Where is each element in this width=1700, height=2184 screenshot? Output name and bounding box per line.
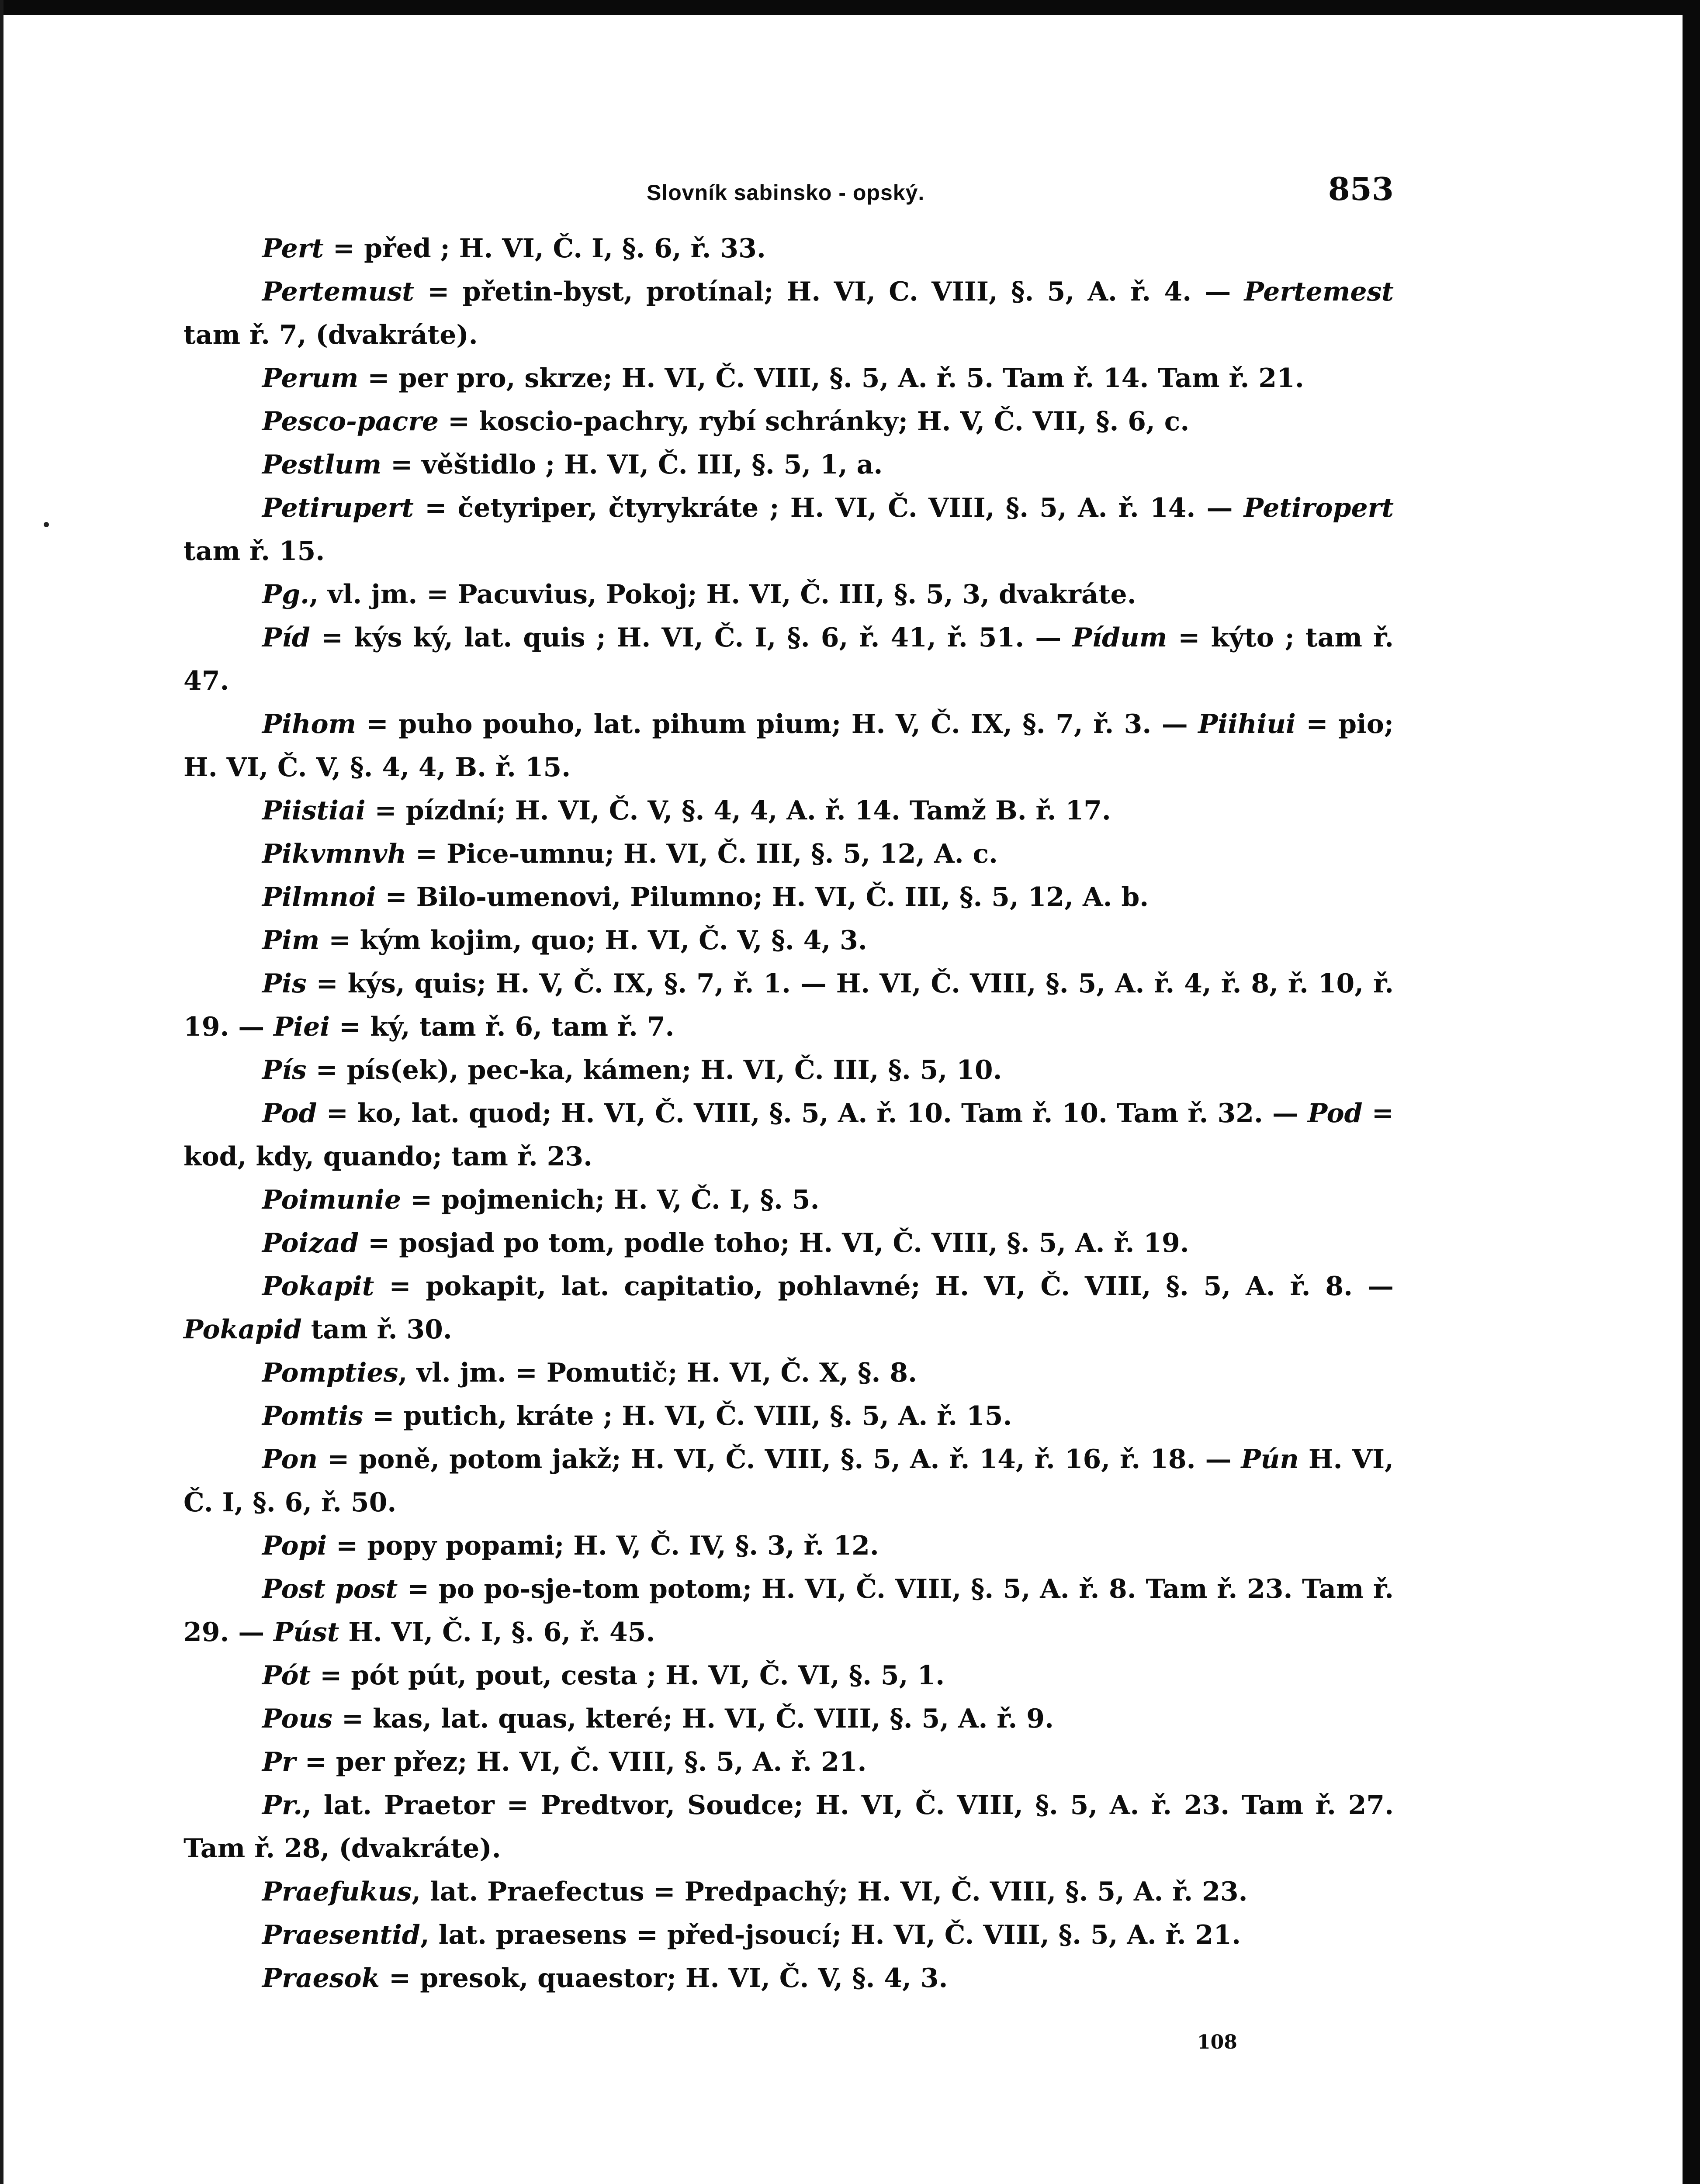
entry-term: Pihom	[262, 709, 357, 740]
entry-definition: = pót pút, pout, cesta ; H. VI, Č. VI, §. 5, 1.	[311, 1660, 945, 1691]
dictionary-entry	[184, 357, 1394, 400]
ink-speck	[44, 522, 49, 527]
entry-definition: = Pice-umnu; H. VI, Č. III, §. 5, 12, A. c.	[406, 839, 998, 869]
entry-term: Pert	[262, 233, 324, 264]
entry-variant-definition: = kýto ; tam ř. 47.	[184, 622, 1394, 696]
dictionary-entry	[184, 1438, 1394, 1524]
entry-term: Pr	[262, 1747, 296, 1777]
entry-variant-term: Piihiui	[1198, 709, 1296, 740]
dictionary-entry	[184, 703, 1394, 789]
entry-definition: = pojmenich; H. V, Č. I, §. 5.	[401, 1185, 820, 1215]
dictionary-entry	[184, 789, 1394, 833]
entry-variant-definition: H. VI, Č. I, §. 6, ř. 50.	[184, 1444, 1394, 1518]
entry-definition: , vl. jm. = Pomutič; H. VI, Č. X, §. 8.	[398, 1358, 917, 1388]
dictionary-entry	[184, 1870, 1394, 1914]
dictionary-entry	[184, 1265, 1394, 1351]
entry-term: Praefukus	[262, 1876, 412, 1907]
entry-term: Post post	[262, 1574, 398, 1604]
entry-term: Pr.	[262, 1790, 303, 1821]
entry-term: Praesok	[262, 1963, 380, 1994]
dictionary-entry	[184, 270, 1394, 357]
entry-variant-term: Petiropert	[1243, 493, 1394, 523]
dictionary-entry	[184, 1784, 1394, 1870]
entry-variant-definition: tam ř. 7, (dvakráte).	[184, 320, 478, 350]
dictionary-entry	[184, 227, 1394, 270]
dictionary-entries	[184, 227, 1394, 2000]
dictionary-entry	[184, 443, 1394, 487]
entry-definition: = puho pouho, lat. pihum pium; H. V, Č. IX, §. 7, ř. 3. —	[356, 709, 1198, 740]
entry-term: Pompties	[262, 1358, 398, 1388]
entry-definition: = posjad po tom, podle toho; H. VI, Č. VIII, §. 5, A. ř. 19.	[359, 1228, 1189, 1258]
entry-definition: = per přez; H. VI, Č. VIII, §. 5, A. ř. 21.	[295, 1747, 867, 1777]
entry-variant-term: Pertemest	[1244, 276, 1394, 307]
entry-definition: = kým kojim, quo; H. VI, Č. V, §. 4, 3.	[319, 925, 867, 956]
entry-term: Pod	[262, 1098, 317, 1129]
dictionary-entry	[184, 1395, 1394, 1438]
entry-variant-term: Piei	[274, 1012, 330, 1042]
entry-variant-term: Pokapid	[184, 1314, 302, 1345]
entry-definition: , lat. Praetor = Predtvor, Soudce; H. VI, Č. VIII, §. 5, A. ř. 23. Tam ř. 27. Tam ř. 28, (dvakráte).	[184, 1790, 1394, 1864]
entry-definition: = kas, lat. quas, které; H. VI, Č. VIII, §. 5, A. ř. 9.	[332, 1704, 1054, 1734]
dictionary-entry	[184, 1741, 1394, 1784]
dictionary-entry	[184, 1351, 1394, 1395]
dictionary-entry	[184, 1654, 1394, 1697]
entry-term: Pestlum	[262, 449, 382, 480]
dictionary-entry	[184, 962, 1394, 1049]
entry-term: Poizad	[262, 1228, 359, 1258]
entry-definition: , lat. praesens = před-jsoucí; H. VI, Č. VIII, §. 5, A. ř. 21.	[420, 1920, 1241, 1950]
dictionary-entry	[184, 919, 1394, 962]
entry-term: Popi	[262, 1531, 327, 1561]
entry-term: Pót	[262, 1660, 311, 1691]
dictionary-entry	[184, 400, 1394, 443]
dictionary-entry	[184, 1049, 1394, 1092]
entry-definition: = věštidlo ; H. VI, Č. III, §. 5, 1, a.	[381, 449, 883, 480]
entry-variant-term: Pídum	[1072, 622, 1167, 653]
entry-variant-term: Pod	[1308, 1098, 1363, 1129]
entry-definition: = koscio-pachry, rybí schránky; H. V, Č. VII, §. 6, c.	[439, 406, 1190, 437]
entry-definition: , lat. Praefectus = Predpachý; H. VI, Č. VIII, §. 5, A. ř. 23.	[412, 1876, 1248, 1907]
dictionary-entry	[184, 1957, 1394, 2000]
dictionary-entry	[184, 487, 1394, 573]
dictionary-entry	[184, 1914, 1394, 1957]
scan-border-left	[0, 0, 3, 2184]
page-header	[184, 170, 1394, 218]
entry-term: Pesco-pacre	[262, 406, 439, 437]
entry-variant-definition: = ký, tam ř. 6, tam ř. 7.	[330, 1012, 675, 1042]
entry-definition: = přetin-byst, protínal; H. VI, C. VIII, §. 5, A. ř. 4. —	[414, 276, 1244, 307]
dictionary-entry	[184, 1568, 1394, 1654]
entry-definition: = četyriper, čtyrykráte ; H. VI, Č. VIII, §. 5, A. ř. 14. —	[413, 493, 1244, 523]
dictionary-entry	[184, 1697, 1394, 1741]
dictionary-entry	[184, 1222, 1394, 1265]
entry-term: Pokapit	[262, 1271, 374, 1302]
dictionary-entry	[184, 616, 1394, 703]
entry-definition: = před ; H. VI, Č. I, §. 6, ř. 33.	[324, 233, 766, 264]
entry-definition: = Bilo-umenovi, Pilumno; H. VI, Č. III, §. 5, 12, A. b.	[376, 882, 1149, 912]
dictionary-entry	[184, 1092, 1394, 1178]
entry-term: Pikvmnvh	[262, 839, 406, 869]
entry-variant-term: Pún	[1241, 1444, 1299, 1475]
entry-variant-term: Púst	[274, 1617, 339, 1648]
entry-variant-definition: H. VI, Č. I, §. 6, ř. 45.	[339, 1617, 655, 1648]
dictionary-entry	[184, 833, 1394, 876]
scan-border-right	[1683, 0, 1700, 2184]
page-number: 853	[1328, 170, 1394, 207]
entry-definition: = kýs, quis; H. V, Č. IX, §. 7, ř. 1. — H. VI, Č. VIII, §. 5, A. ř. 4, ř. 8, ř. 10, ř. 19. —	[184, 968, 1394, 1042]
entry-term: Petirupert	[262, 493, 414, 523]
running-title: Slovník sabinsko - opský.	[647, 180, 925, 205]
entry-definition: = presok, quaestor; H. VI, Č. V, §. 4, 3.	[380, 1963, 948, 1994]
entry-variant-definition: = pio; H. VI, Č. V, §. 4, 4, B. ř. 15.	[184, 709, 1394, 783]
entry-term: Pís	[262, 1055, 307, 1085]
dictionary-entry	[184, 1524, 1394, 1568]
entry-term: Pon	[262, 1444, 318, 1475]
entry-definition: = pízdní; H. VI, Č. V, §. 4, 4, A. ř. 14. Tamž B. ř. 17.	[365, 795, 1111, 826]
entry-definition: = pís(ek), pec-ka, kámen; H. VI, Č. III, §. 5, 10.	[306, 1055, 1002, 1085]
entry-term: Pertemust	[262, 276, 414, 307]
entry-term: Piistiai	[262, 795, 366, 826]
entry-term: Pilmnoi	[262, 882, 376, 912]
entry-definition: = pokapit, lat. capitatio, pohlavné; H. VI, Č. VIII, §. 5, A. ř. 8. —	[374, 1271, 1394, 1302]
entry-term: Perum	[262, 363, 359, 394]
scan-border-top	[0, 0, 1700, 15]
entry-term: Poimunie	[262, 1185, 402, 1215]
dictionary-entry	[184, 1178, 1394, 1222]
entry-definition: , vl. jm. = Pacuvius, Pokoj; H. VI, Č. III, §. 5, 3, dvakráte.	[309, 579, 1136, 610]
entry-term: Praesentid	[262, 1920, 420, 1950]
signature-mark: 108	[1197, 2031, 1237, 2053]
entry-term: Pous	[262, 1704, 332, 1734]
entry-variant-definition: tam ř. 15.	[184, 536, 325, 567]
entry-term: Pis	[262, 968, 307, 999]
entry-term: Píd	[262, 622, 310, 653]
entry-term: Pg.	[262, 579, 309, 610]
entry-variant-definition: = kod, kdy, quando; tam ř. 23.	[184, 1098, 1394, 1172]
entry-definition: = popy popami; H. V, Č. IV, §. 3, ř. 12.	[327, 1531, 879, 1561]
entry-definition: = putich, kráte ; H. VI, Č. VIII, §. 5, A. ř. 15.	[363, 1401, 1012, 1431]
entry-definition: = kýs ký, lat. quis ; H. VI, Č. I, §. 6, ř. 41, ř. 51. —	[310, 622, 1073, 653]
entry-variant-definition: tam ř. 30.	[301, 1314, 452, 1345]
entry-definition: = poně, potom jakž; H. VI, Č. VIII, §. 5, A. ř. 14, ř. 16, ř. 18. —	[318, 1444, 1241, 1475]
entry-definition: = per pro, skrze; H. VI, Č. VIII, §. 5, A. ř. 5. Tam ř. 14. Tam ř. 21.	[358, 363, 1304, 394]
entry-term: Pomtis	[262, 1401, 364, 1431]
dictionary-entry	[184, 876, 1394, 919]
entry-term: Pim	[262, 925, 320, 956]
dictionary-entry	[184, 573, 1394, 616]
entry-definition: = ko, lat. quod; H. VI, Č. VIII, §. 5, A. ř. 10. Tam ř. 10. Tam ř. 32. —	[317, 1098, 1308, 1129]
entry-definition: = po po-sje-tom potom; H. VI, Č. VIII, §. 5, A. ř. 8. Tam ř. 23. Tam ř. 29. —	[184, 1574, 1394, 1648]
